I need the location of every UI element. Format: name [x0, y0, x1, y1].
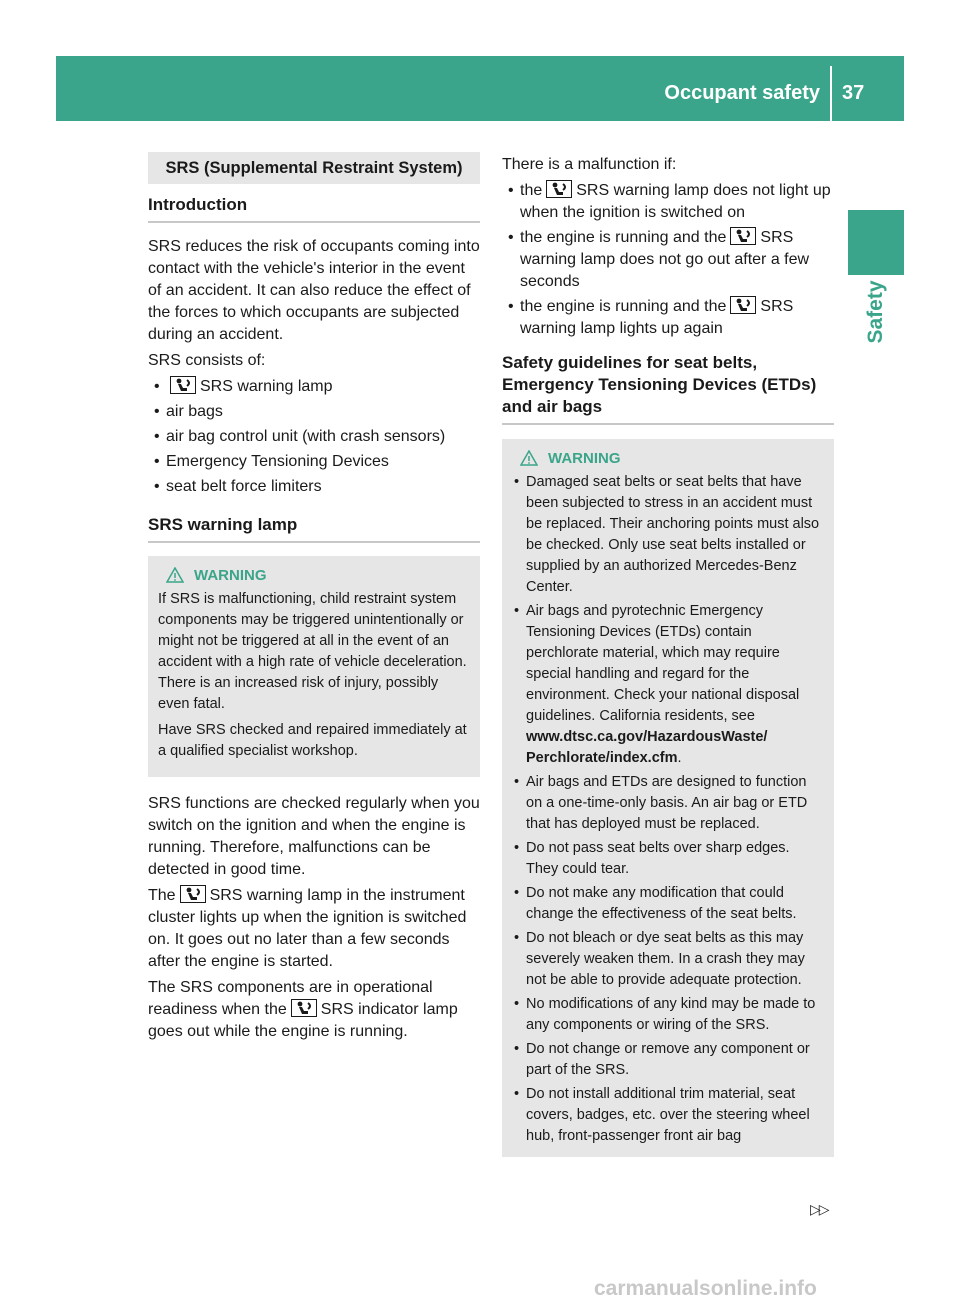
- warning-box: [502, 439, 834, 1157]
- list-item: • the engine is running and the SRS warning lamp lights up again: [502, 296, 834, 340]
- warning-box: [148, 556, 480, 777]
- side-tab-label: Safety: [864, 280, 887, 344]
- warning-label: WARNING: [512, 448, 824, 469]
- lamp-paragraph: The SRS warning lamp in the instrument cluster lights up when the ignition is switched on. It goes out no later than a few seconds after the engine is started.: [148, 887, 467, 970]
- list-item: • seat belt force limiters: [148, 476, 480, 498]
- guidelines-heading: Safety guidelines for seat belts, Emergency Tensioning Devices (ETDs) and air bags: [502, 352, 834, 425]
- dtsc-link[interactable]: www.dtsc.ca.gov/HazardousWaste/ Perchlorate/index.cfm: [526, 729, 768, 766]
- check-paragraph: SRS functions are checked regularly when you switch on the ignition and when the engine is running. Therefore, malfunctions can be detected in good time.: [148, 795, 480, 878]
- srs-lamp-icon: [546, 180, 572, 198]
- list-item: • Do not pass seat belts over sharp edges. They could tear.: [512, 838, 824, 880]
- warning-triangle-icon: [166, 567, 184, 583]
- list-item: • Do not make any modification that could change the effectiveness of the seat belts.: [512, 883, 824, 925]
- srs-lamp-icon: [730, 227, 756, 245]
- continue-arrow-icon: ▷▷: [810, 1201, 828, 1217]
- warning-triangle-icon: [520, 450, 538, 466]
- list-item: • air bag control unit (with crash sensors): [148, 426, 480, 448]
- list-item: • the SRS warning lamp does not light up when the ignition is switched on: [502, 180, 834, 224]
- watermark: carmanualsonline.info: [594, 1277, 817, 1300]
- warning-list: [512, 472, 824, 1147]
- side-tab: [848, 210, 904, 275]
- list-item: • Do not change or remove any component or part of the SRS.: [512, 1039, 824, 1081]
- srs-lamp-icon: [180, 885, 206, 903]
- malfunction-list: [502, 180, 834, 340]
- list-item: • Emergency Tensioning Devices: [148, 451, 480, 473]
- intro-paragraph: SRS reduces the risk of occupants coming into contact with the vehicle's interior in the event of an accident. It can also reduce the effect of the forces to which occupants are subjected during an accident.: [148, 238, 480, 343]
- srs-lamp-icon: [730, 296, 756, 314]
- warning-text: If SRS is malfunctioning, child restraint system components may be triggered unintentionally or might not be triggered at all in the event of an accident with a high rate of vehicle deceleration. There is an increased risk of injury, possibly even fatal.: [158, 591, 467, 712]
- list-item: • the engine is running and the SRS warning lamp does not go out after a few seconds: [502, 227, 834, 293]
- list-item: • air bags: [148, 401, 480, 423]
- header-divider: [830, 66, 832, 121]
- lamp-heading: SRS warning lamp: [148, 514, 480, 543]
- list-item: • SRS warning lamp: [148, 376, 480, 398]
- warning-label: WARNING: [158, 565, 470, 586]
- components-list: [148, 376, 480, 498]
- list-item: • Air bags and ETDs are designed to function on a one-time-only basis. An air bag or ETD that has deployed must be replaced.: [512, 772, 824, 835]
- readiness-paragraph: The SRS components are in operational readiness when the SRS indicator lamp goes out while the engine is running.: [148, 979, 458, 1040]
- list-item: • No modifications of any kind may be made to any components or wiring of the SRS.: [512, 994, 824, 1036]
- malfunction-intro: There is a malfunction if:: [502, 156, 677, 173]
- list-item: • Damaged seat belts or seat belts that have been subjected to stress in an accident must be replaced. Their anchoring points must also be checked. Only use seat belts installed or supplied by an authorized Mercedes-Benz Center.: [512, 472, 824, 598]
- list-item: • Air bags and pyrotechnic Emergency Tensioning Devices (ETDs) contain perchlorate material, which may require special handling and regard for the environment. Check your national disposal guidelines. California residents, see www.dtsc.ca.gov/HazardousWaste/ Perchlorate/index.cfm.: [512, 601, 824, 769]
- right-column: [502, 154, 834, 1173]
- list-item: • Do not bleach or dye seat belts as this may severely weaken them. In a crash they may not be able to provide adequate protection.: [512, 928, 824, 991]
- srs-consists-of: SRS consists of:: [148, 352, 266, 369]
- header-title: Occupant safety: [664, 82, 820, 104]
- page-number: 37: [842, 82, 865, 104]
- srs-lamp-icon: [170, 376, 196, 394]
- left-column: [148, 152, 480, 1047]
- section-banner: SRS (Supplemental Restraint System): [148, 152, 480, 184]
- list-item: • Do not install additional trim material, seat covers, badges, etc. over the steering wheel hub, front-passenger front air bag: [512, 1084, 824, 1147]
- warning-text: Have SRS checked and repaired immediately at a qualified specialist workshop.: [158, 722, 467, 759]
- srs-lamp-icon: [291, 999, 317, 1017]
- intro-heading: Introduction: [148, 194, 480, 223]
